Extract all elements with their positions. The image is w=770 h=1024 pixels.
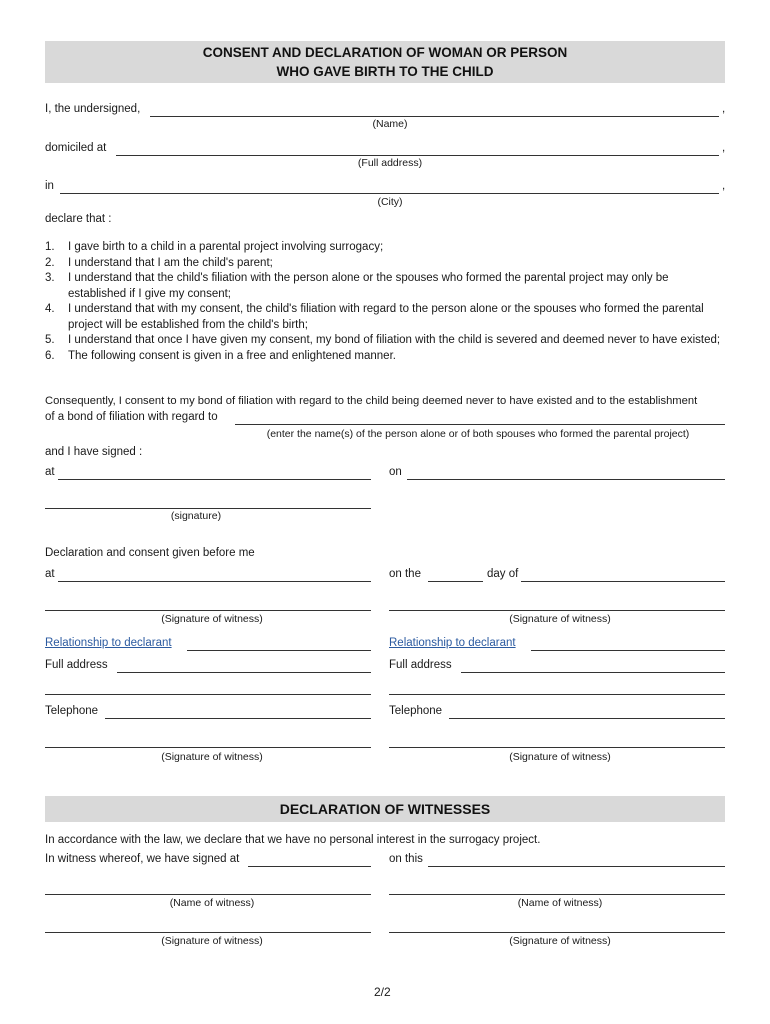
- declaration-before-me-label: Declaration and consent given before me: [45, 547, 255, 559]
- consent-on-label: on: [389, 466, 402, 478]
- form-title-line-1: CONSENT AND DECLARATION OF WOMAN OR PERSON: [202, 45, 568, 60]
- declaration-number: 6.: [45, 349, 55, 362]
- name-field[interactable]: [150, 116, 719, 117]
- declaration-number: 4.: [45, 303, 55, 315]
- witness-at-label: at: [45, 568, 55, 580]
- parental-project-caption: (enter the name(s) of the person alone or of both spouses who formed the parental project): [266, 428, 690, 440]
- address-comma: ,: [722, 142, 726, 154]
- domiciled-label: domiciled at: [45, 142, 107, 154]
- consent-text-line-2: of a bond of filiation with regard to: [45, 411, 218, 423]
- full-address-left-field[interactable]: [117, 672, 371, 673]
- witness-on-the-label: on the: [389, 568, 421, 580]
- witness-signature-right-caption-2: (Signature of witness): [509, 751, 611, 763]
- declaration-item: [45, 256, 727, 272]
- full-address-right-field[interactable]: [461, 672, 725, 673]
- full-address-left-line-2[interactable]: [45, 694, 371, 695]
- witness-signature-right-caption: (Signature of witness): [509, 613, 611, 625]
- consent-text-line-1: Consequently, I consent to my bond of filiation with regard to the child being deemed never to have existed and to the establishment: [45, 395, 698, 407]
- witness-signature-left-field[interactable]: [45, 610, 371, 611]
- relationship-left-link[interactable]: Relationship to declarant: [45, 637, 172, 649]
- page-number: 2/2: [374, 985, 391, 999]
- undersigned-label: I, the undersigned,: [45, 103, 141, 115]
- witness-place-field[interactable]: [58, 581, 371, 582]
- declaration-text: I understand that the child's filiation with the person alone or the spouses who formed the parental project may only be established if I give my consent;: [68, 272, 669, 300]
- witness-signature-left-field-2[interactable]: [45, 747, 371, 748]
- witness-day-of-label: day of: [487, 568, 519, 580]
- declaration-text: I understand that I am the child's parent;: [68, 256, 273, 269]
- on-this-label: on this: [389, 853, 423, 865]
- declarant-signature-field[interactable]: [45, 508, 371, 509]
- declaration-text: I understand that with my consent, the child's filiation with regard to the person alone or the spouses who formed the parental project will be established from the child's birth;: [68, 303, 704, 331]
- full-address-right-label: Full address: [389, 659, 452, 671]
- city-field[interactable]: [60, 193, 719, 194]
- name-caption: (Name): [372, 118, 408, 130]
- telephone-right-label: Telephone: [389, 705, 443, 717]
- declaration-text: I understand that once I have given my consent, my bond of filiation with the child is severed and deemed never to have existed;: [68, 334, 721, 346]
- declaration-item: [45, 349, 727, 365]
- witness-month-field[interactable]: [521, 581, 725, 582]
- witness-final-signature-left-caption: (Signature of witness): [161, 935, 263, 947]
- witness-signature-left-caption: (Signature of witness): [161, 613, 263, 625]
- address-caption: (Full address): [357, 157, 423, 169]
- signature-caption: (signature): [170, 510, 222, 522]
- consent-date-field[interactable]: [407, 479, 725, 480]
- in-label: in: [45, 180, 54, 192]
- telephone-left-label: Telephone: [45, 705, 99, 717]
- witness-signature-right-field-2[interactable]: [389, 747, 725, 748]
- telephone-right-field[interactable]: [449, 718, 725, 719]
- relationship-right-link[interactable]: Relationship to declarant: [389, 637, 516, 649]
- witness-final-signature-right-caption: (Signature of witness): [509, 935, 611, 947]
- declarations-list: [45, 240, 727, 364]
- declaration-item: [45, 302, 727, 333]
- declaration-text: I gave birth to a child in a parental project involving surrogacy;: [68, 241, 384, 253]
- consent-place-field[interactable]: [58, 479, 371, 480]
- declaration-text: The following consent is given in a free and enlightened manner.: [68, 349, 396, 362]
- declaration-number: 3.: [45, 272, 55, 284]
- witness-name-right-caption: (Name of witness): [517, 897, 603, 909]
- declaration-number: 2.: [45, 256, 55, 269]
- name-comma: ,: [722, 103, 726, 115]
- form-title-line-2: WHO GAVE BIRTH TO THE CHILD: [276, 64, 494, 79]
- witness-day-field[interactable]: [428, 581, 483, 582]
- telephone-left-field[interactable]: [105, 718, 371, 719]
- witness-signature-right-field[interactable]: [389, 610, 725, 611]
- relationship-right-field[interactable]: [531, 650, 725, 651]
- witness-name-left-caption: (Name of witness): [169, 897, 255, 909]
- declare-label: declare that :: [45, 213, 112, 225]
- signed-at-label: In witness whereof, we have signed at: [45, 853, 240, 865]
- declaration-item: [45, 271, 727, 302]
- declaration-number: 1.: [45, 241, 55, 253]
- witnesses-place-field[interactable]: [248, 866, 371, 867]
- city-comma: ,: [722, 180, 726, 192]
- signed-label: and I have signed :: [45, 446, 143, 458]
- form-title: [45, 41, 725, 83]
- declaration-item: [45, 240, 727, 256]
- witness-name-right-field[interactable]: [389, 894, 725, 895]
- consent-at-label: at: [45, 466, 55, 478]
- witness-signature-left-caption-2: (Signature of witness): [161, 751, 263, 763]
- full-address-left-label: Full address: [45, 659, 108, 671]
- witness-final-signature-left-field[interactable]: [45, 932, 371, 933]
- witness-final-signature-right-field[interactable]: [389, 932, 725, 933]
- address-field[interactable]: [116, 155, 719, 156]
- declaration-item: [45, 333, 727, 349]
- relationship-left-field[interactable]: [187, 650, 371, 651]
- full-address-right-line-2[interactable]: [389, 694, 725, 695]
- city-caption: (City): [377, 196, 403, 208]
- witnesses-section-title: DECLARATION OF WITNESSES: [45, 796, 725, 822]
- witness-name-left-field[interactable]: [45, 894, 371, 895]
- declaration-number: 5.: [45, 334, 55, 346]
- witnesses-statement: In accordance with the law, we declare that we have no personal interest in the surrogacy project.: [45, 834, 541, 846]
- parental-project-persons-field[interactable]: [235, 424, 725, 425]
- witnesses-date-field[interactable]: [428, 866, 725, 867]
